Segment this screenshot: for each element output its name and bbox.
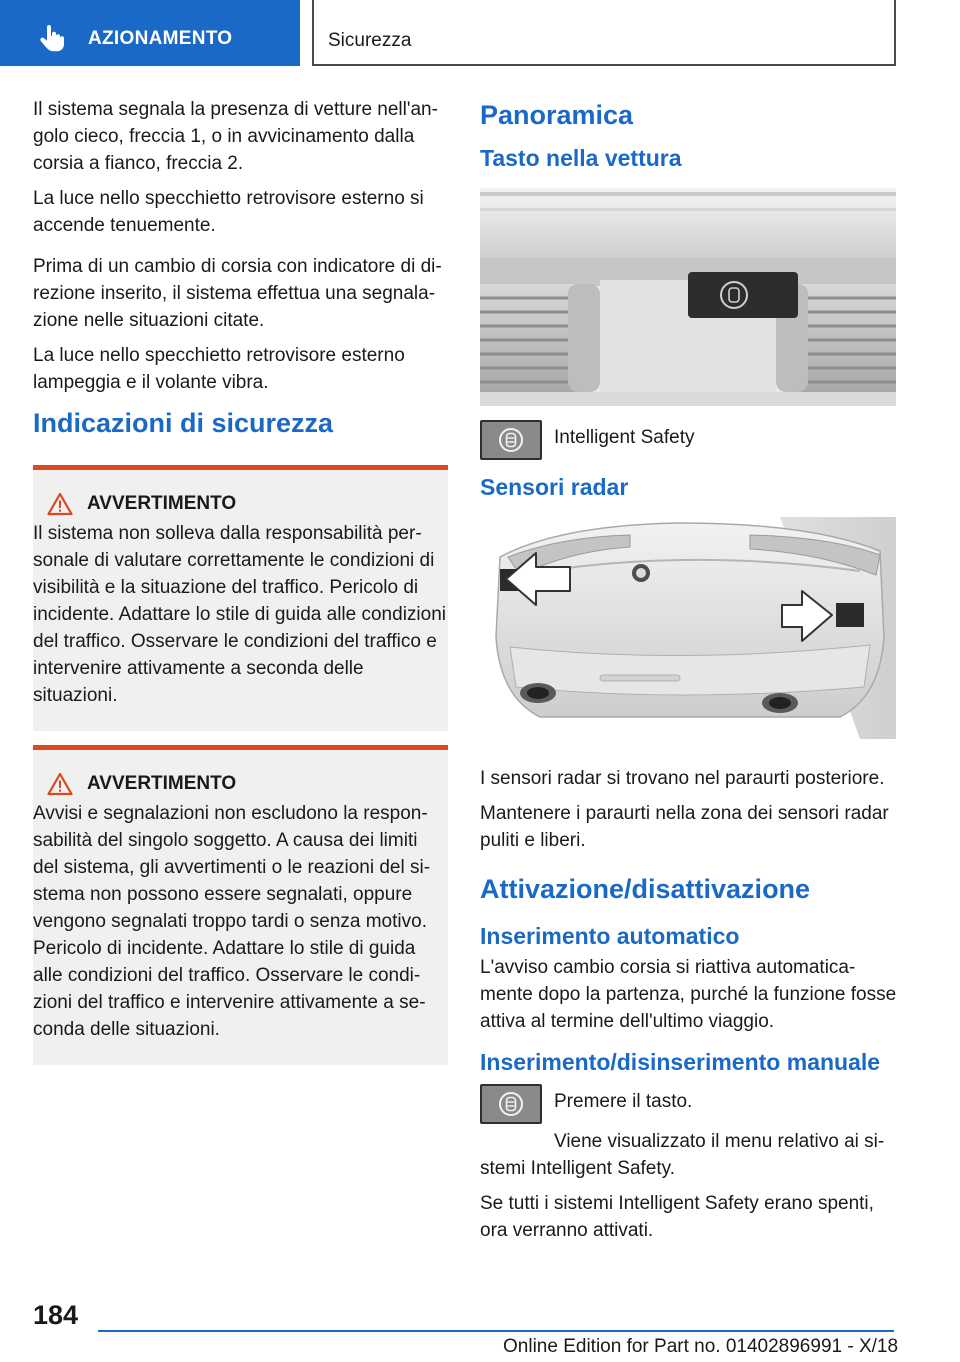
car-rear-illustration <box>480 517 896 739</box>
paragraph: Il sistema segnala la presenza di vetture nell'angolo cieco, freccia 1, o in avvicinamento dalla corsia a fianco, freccia 2. <box>33 99 438 174</box>
safety-heading: Indicazioni di sicurezza <box>33 408 334 438</box>
left-column <box>33 96 448 1065</box>
warning-text: Avvisi e segnalazioni non escludono la responsabilità del singolo soggetto. A causa dei limiti del sistema, gli avvertimenti o le reazioni del sistema non possono essere segnalati, oppure vengono segnalati troppo tardi o senza motivo. Pericolo di incidente. Adattare lo stile di guida alle condizioni del traffico. Osservare le condizioni del traffico e intervenire attivamente a seconda delle situazioni. <box>33 803 431 1040</box>
dashboard-button-photo <box>480 188 896 406</box>
warning-header <box>43 492 448 516</box>
warning-triangle-icon <box>47 492 73 516</box>
manual-heading: Inserimento/disinserimento manuale <box>480 1049 881 1075</box>
paragraph: La luce nello specchietto retrovisore esterno lampeggia e il volante vibra. <box>33 345 405 393</box>
page-number: 184 <box>33 1300 79 1330</box>
warning-title: AVVERTIMENTO <box>87 773 237 794</box>
paragraph: Viene visualizzato il menu relativo ai sistemi Intelligent Safety. <box>480 1131 885 1179</box>
auto-heading: Inserimento automatico <box>480 923 740 949</box>
paragraph: Mantenere i paraurti nella zona dei sensori radar puliti e liberi. <box>480 803 889 851</box>
page-title-box <box>312 0 896 66</box>
intelligent-safety-button-icon[interactable] <box>480 1084 542 1124</box>
hand-pointer-icon <box>38 24 66 52</box>
edition-text: Online Edition for Part no. 01402896991 - X/18 <box>503 1336 899 1357</box>
button-label: Intelligent Safety <box>554 427 695 448</box>
radar-heading: Sensori radar <box>480 474 629 500</box>
overview-heading: Panoramica <box>480 100 634 130</box>
paragraph: La luce nello specchietto retrovisore esterno si accende tenuemente. <box>33 188 424 236</box>
warning-title: AVVERTIMENTO <box>87 493 237 514</box>
warning-header <box>43 772 448 796</box>
paragraph: Se tutti i sistemi Intelligent Safety erano spenti, ora verranno attivati. <box>480 1193 874 1241</box>
car-shield-icon <box>498 427 524 453</box>
footer-divider <box>98 1330 894 1332</box>
car-shield-icon <box>498 1091 524 1117</box>
paragraph: Prima di un cambio di corsia con indicatore di direzione inserito, il sistema effettua una segnalazione nelle situazioni citate. <box>33 256 442 331</box>
paragraph: I sensori radar si trovano nel paraurti posteriore. <box>480 768 885 789</box>
paragraph: L'avviso cambio corsia si riattiva automaticamente dopo la partenza, purché la funzione fosse attiva al termine dell'ultimo viaggio. <box>480 957 897 1032</box>
intelligent-safety-button-icon[interactable] <box>480 420 542 460</box>
warning-box <box>33 745 448 1065</box>
warning-box <box>33 465 448 731</box>
intelligent-safety-row <box>480 424 898 460</box>
warning-text: Il sistema non solleva dalla responsabilità personale di valutare correttamente le condizioni di visibilità e la situazione del traffico. Pericolo di incidente. Adattare lo stile di guida alle condizioni del traffico. Osservare le condizioni del traffico e intervenire attivamente a seconda delle situazioni. <box>33 523 446 706</box>
activation-heading: Attivazione/disattivazione <box>480 874 811 904</box>
manual-toggle-row <box>480 1088 898 1124</box>
page-title: Sicurezza <box>328 30 412 51</box>
button-heading: Tasto nella vettura <box>480 145 682 171</box>
radar-sensor-photo <box>480 517 896 739</box>
section-tab[interactable] <box>0 0 300 66</box>
section-label: AZIONAMENTO <box>88 28 233 49</box>
dashboard-illustration <box>480 188 896 406</box>
right-column <box>480 96 898 1252</box>
manual-instruction: Premere il tasto. <box>554 1091 693 1112</box>
warning-triangle-icon <box>47 772 73 796</box>
